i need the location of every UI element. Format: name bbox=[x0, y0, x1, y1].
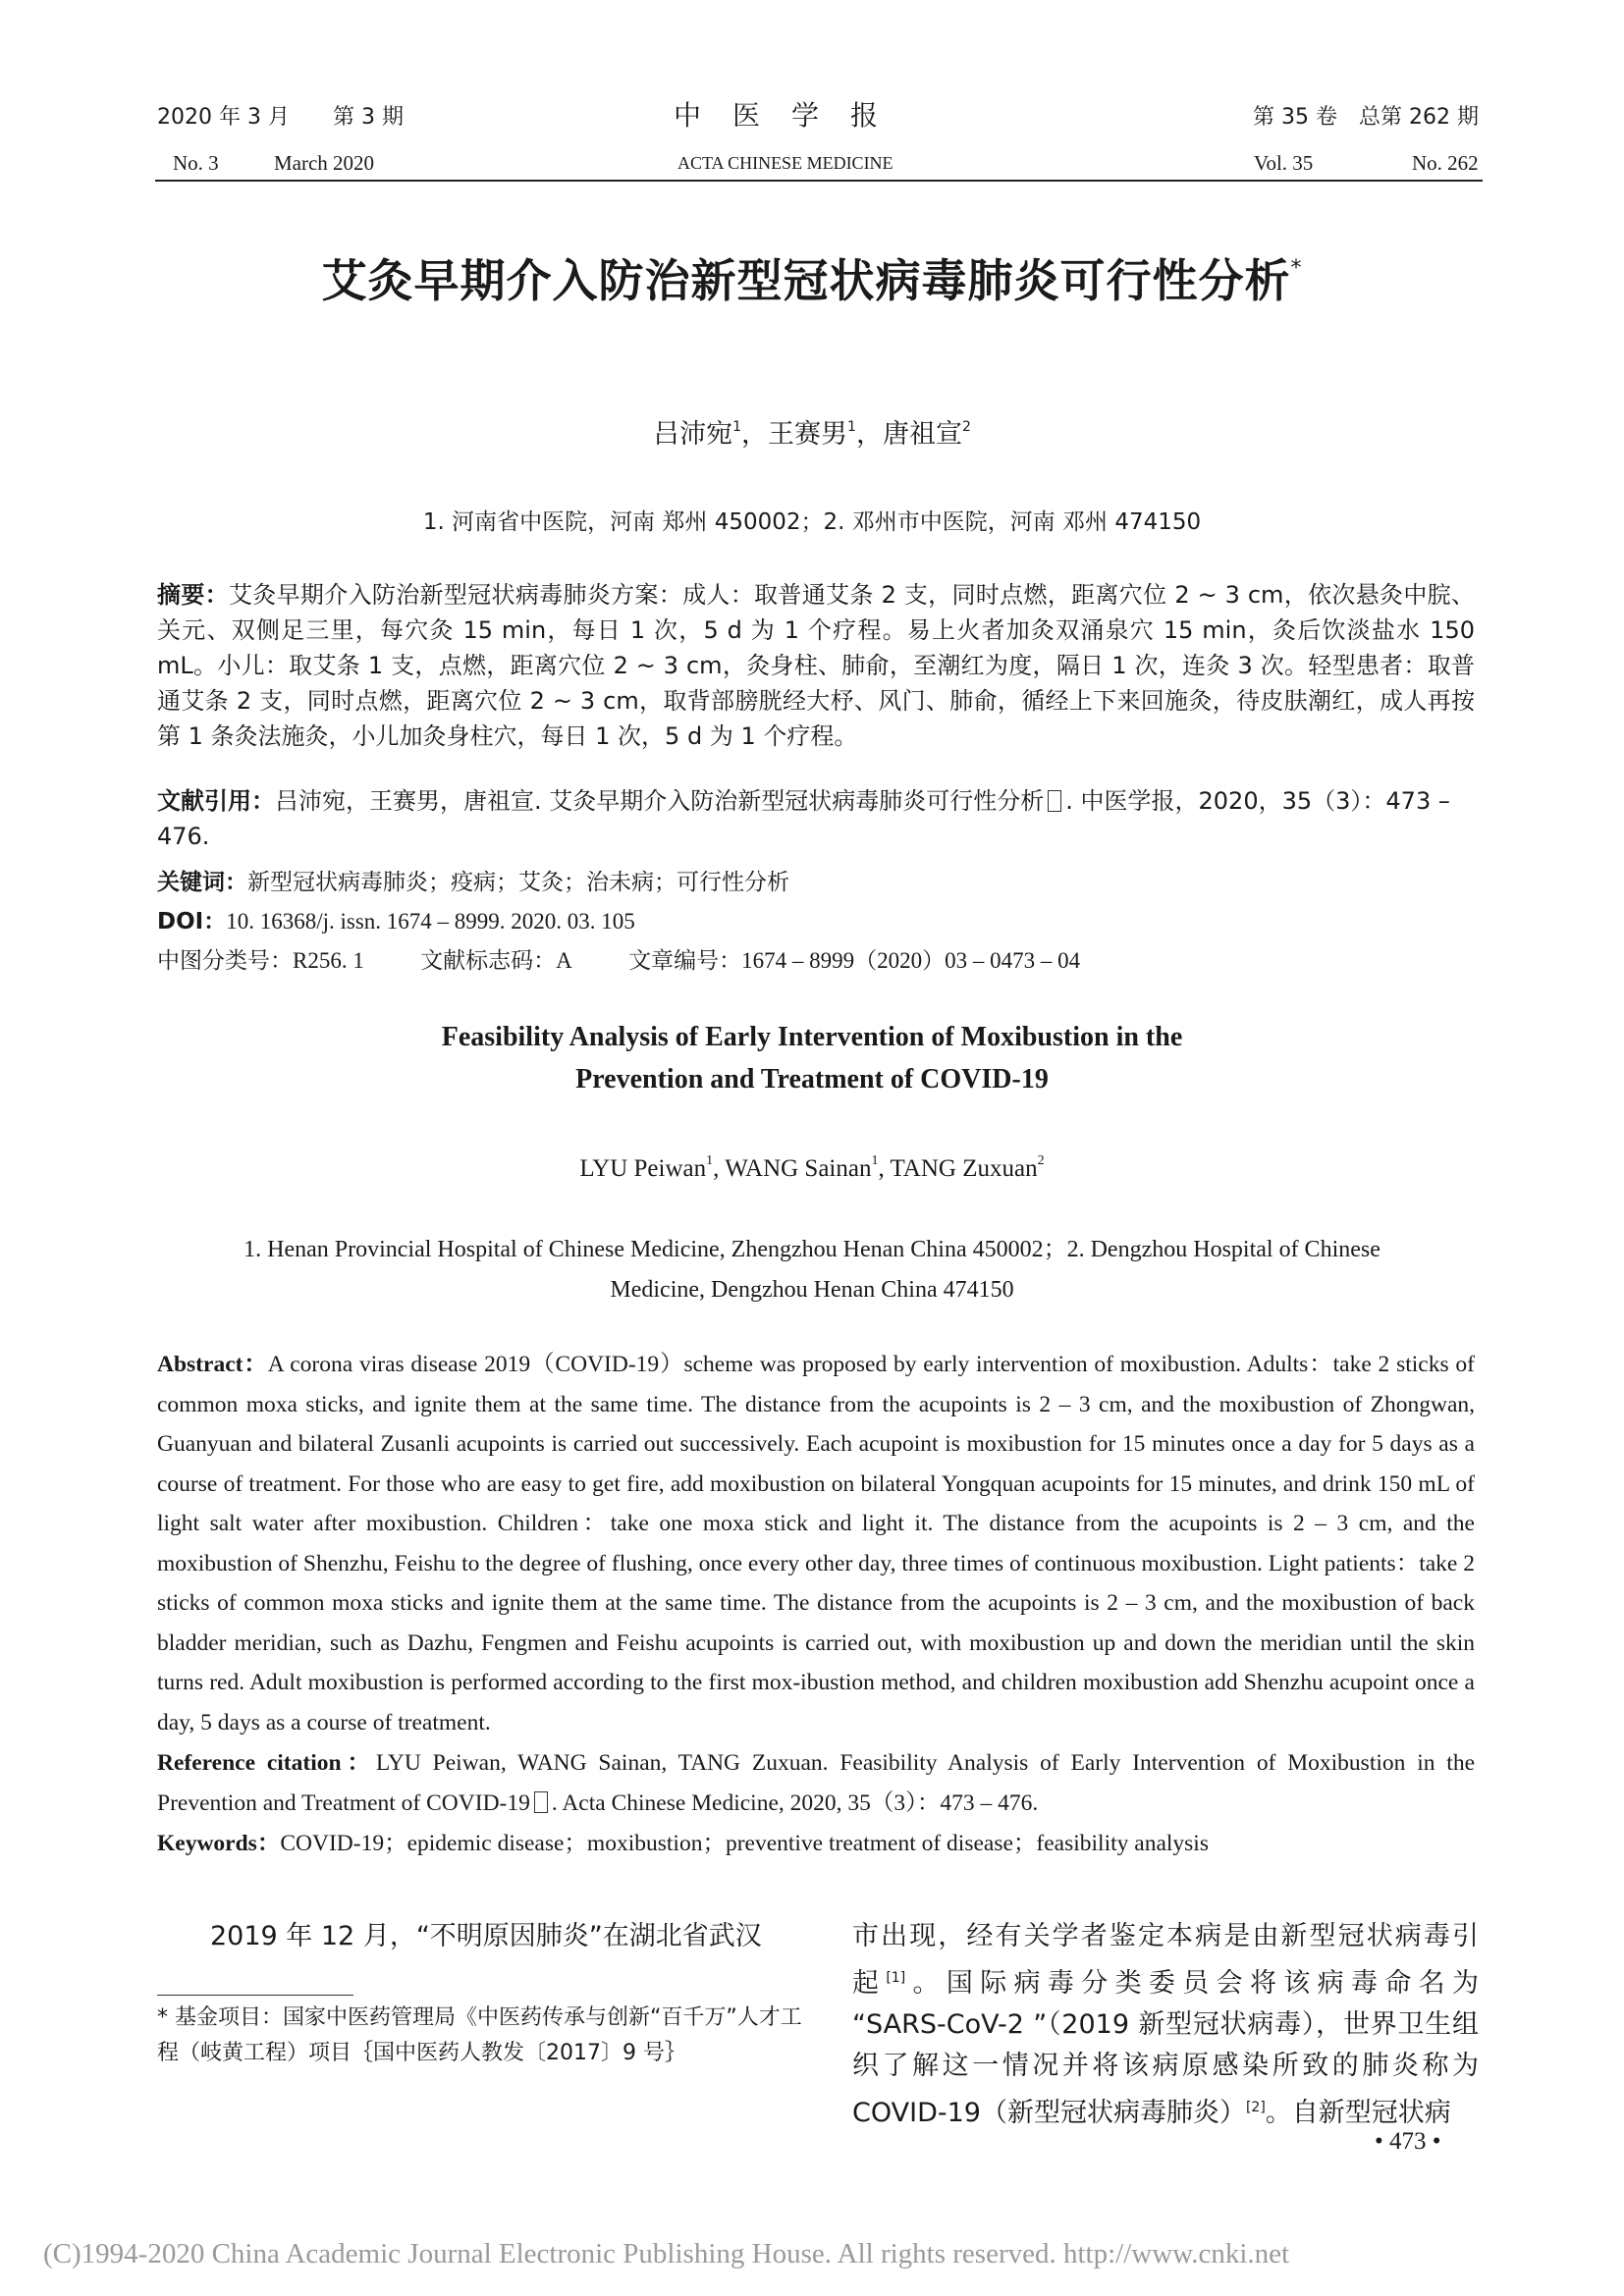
article-no-value: 1674 – 8999（2020）03 – 0473 – 04 bbox=[741, 948, 1081, 973]
article-title bbox=[147, 245, 1477, 310]
article-no-label: 文章编号： bbox=[628, 948, 742, 974]
keywords-en-text: COVID-19；epidemic disease；moxibustion；preventive treatment of disease；feasibility analysis bbox=[280, 1831, 1209, 1856]
journal-name-cn: 中 医 学 报 bbox=[674, 99, 881, 132]
body-line: 织了解这一情况并将该病原感染所致的肺炎称为 bbox=[852, 2051, 1479, 2081]
citation-cn-text-after: . 中医学报，2020，35（3）：473 – bbox=[1065, 787, 1450, 815]
citation-en-text: LYU Peiwan, WANG Sainan, TANG Zuxuan. Feasibility Analysis of Early Intervention of Moxibustion in the Prevention and Treatment of COVID-19 bbox=[157, 1750, 1475, 1816]
citation-cn-text-line2: 476. bbox=[157, 823, 210, 850]
author-name: 吕沛宛 bbox=[653, 419, 733, 450]
keywords-en bbox=[157, 1824, 1475, 1864]
body-line: 。自新型冠状病 bbox=[1265, 2098, 1451, 2128]
header-volume: Vol. 35 bbox=[1254, 151, 1314, 175]
author-name-en: LYU Peiwan bbox=[579, 1155, 707, 1182]
abstract-en-label: Abstract： bbox=[157, 1352, 268, 1377]
bracket-j-glyph bbox=[1048, 790, 1061, 812]
body-text-left: 2019 年 12 月，“不明原因肺炎”在湖北省武汉 bbox=[210, 1921, 762, 1951]
header-issue-date: March 2020 bbox=[274, 151, 375, 175]
author-name-en: WANG Sainan bbox=[725, 1155, 872, 1182]
author-name: 唐祖宣 bbox=[882, 419, 962, 450]
author-affil-mark: 1 bbox=[706, 1153, 714, 1168]
author-name-en: TANG Zuxuan bbox=[890, 1155, 1038, 1182]
bracket-j-glyph bbox=[534, 1791, 548, 1813]
citation-cn bbox=[157, 783, 1475, 854]
page-number: • 473 • bbox=[1375, 2128, 1441, 2155]
abstract-en-text: A corona viras disease 2019（COVID-19）scheme was proposed by early intervention of moxibustion. Adults：take 2 sticks of common moxa sticks, and ignite them at the same time. The distance from the acupoints is 2 – 3 cm, and the moxibustion of Zhongwan, Guanyuan and bilateral Zusanli acupoints is carried out successively. Each acupoint is moxibustion for 15 minutes once a day for 5 days as a course of treatment. For those who are easy to get fire, add moxibustion on bilateral Yongquan acupoints for 15 minutes, and drink 150 mL of light salt water after moxibustion. Children：take one moxa stick and light it. The distance from the acupoints is 2 – 3 cm, and the moxibustion of Shenzhu, Feishu to the degree of flushing, once every other day, three times of continuous moxibustion. Light patients：take 2 sticks of common moxa sticks and ignite them at the same time. The distance from the acupoints is 2 – 3 cm, and the moxibustion of back bladder meridian, such as Dazhu, Fengmen and Feishu acupoints is carried out, with moxibustion up and down the meridian until the skin turns red. Adult moxibustion is performed according to the first mox-ibustion method, and children moxibustion add Shenzhu acupoint once a day, 5 days as a course of treatment. bbox=[157, 1352, 1475, 1735]
article-title-en bbox=[147, 1016, 1477, 1100]
citation-en bbox=[157, 1743, 1475, 1823]
body-line: COVID-19（新型冠状病毒肺炎） bbox=[852, 2098, 1246, 2128]
abstract-en bbox=[157, 1345, 1475, 1742]
keywords-cn bbox=[157, 864, 789, 896]
header-number: No. 262 bbox=[1412, 151, 1479, 175]
keywords-en-label: Keywords： bbox=[157, 1831, 281, 1856]
keywords-cn-label: 关键词： bbox=[157, 870, 247, 895]
affiliations-cn: 1. 河南省中医院，河南 郑州 450002；2. 邓州市中医院，河南 邓州 474150 bbox=[422, 509, 1202, 535]
body-line: 市出现，经有关学者鉴定本病是由新型冠状病毒引 bbox=[852, 1921, 1479, 1951]
header-rule bbox=[155, 180, 1483, 182]
author-affil-mark: 2 bbox=[1037, 1153, 1045, 1168]
journal-name-en: ACTA CHINESE MEDICINE bbox=[677, 153, 893, 173]
doc-code-value: A bbox=[556, 948, 572, 973]
title-footnote-mark: * bbox=[1290, 256, 1303, 281]
keywords-cn-text: 新型冠状病毒肺炎；疫病；艾灸；治未病；可行性分析 bbox=[247, 870, 789, 895]
author-affil-mark: 1 bbox=[732, 419, 742, 435]
reference-mark: [2] bbox=[1245, 2100, 1266, 2115]
citation-cn-text: 吕沛宛，王赛男，唐祖宣. 艾灸早期介入防治新型冠状病毒肺炎可行性分析 bbox=[275, 787, 1045, 815]
abstract-cn-label: 摘要： bbox=[157, 581, 229, 609]
doi-label: DOI： bbox=[157, 909, 227, 934]
body-line: 起 bbox=[852, 1968, 887, 1999]
body-line: 。国际病毒分类委员会将该病毒命名为 bbox=[905, 1968, 1480, 1999]
doc-code-label: 文献标志码： bbox=[420, 948, 557, 974]
classification-line bbox=[157, 942, 1080, 975]
header-issue-cn: 2020 年 3 月 第 3 期 bbox=[157, 105, 404, 130]
article-title-en-line1: Feasibility Analysis of Early Intervention of Moxibustion in the bbox=[441, 1022, 1183, 1052]
copyright-watermark: (C)1994-2020 China Academic Journal Electronic Publishing House. All rights reserved. http://www.cnki.net bbox=[43, 2238, 1290, 2269]
article-title-text: 艾灸早期介入防治新型冠状病毒肺炎可行性分析 bbox=[321, 254, 1291, 307]
author-affil-mark: 2 bbox=[961, 419, 971, 435]
funding-footnote: * 基金项目：国家中医药管理局《中医药传承与创新“百千万”人才工程（岐黄工程）项目｛国中医药人教发〔2017〕9 号｝ bbox=[157, 2005, 802, 2065]
author-affil-mark: 1 bbox=[847, 419, 856, 435]
reference-mark: [1] bbox=[886, 1970, 906, 1986]
clc-value: R256. 1 bbox=[293, 948, 364, 973]
authors-en: LYU Peiwan$^1$, WANG Sainan$^1$, TANG Zuxuan$^2$ bbox=[579, 1153, 1045, 1182]
citation-en-label: Reference citation： bbox=[157, 1750, 376, 1776]
abstract-cn bbox=[157, 577, 1475, 754]
doi-value: 10. 16368/j. issn. 1674 – 8999. 2020. 03. 105 bbox=[226, 909, 635, 934]
affiliations-en: 1. Henan Provincial Hospital of Chinese Medicine, Zhengzhou Henan China 450002；2. Dengzhou Hospital of Chinese Medicine, Dengzhou Henan China 474150 bbox=[244, 1237, 1380, 1303]
author-affil-mark: 1 bbox=[871, 1153, 879, 1168]
body-text-right bbox=[852, 1916, 1479, 2134]
clc-label: 中图分类号： bbox=[157, 948, 293, 974]
body-line: “SARS-CoV-2 ”（2019 新型冠状病毒），世界卫生组 bbox=[852, 2009, 1479, 2040]
abstract-cn-text: 艾灸早期介入防治新型冠状病毒肺炎方案：成人：取普通艾条 2 支，同时点燃，距离穴位 2 ~ 3 cm，依次悬灸中脘、关元、双侧足三里，每穴灸 15 min，每日 1 次，5 d 为 1 个疗程。易上火者加灸双涌泉穴 15 min，灸后饮淡盐水 150 mL。小儿：取艾条 1 支，点燃，距离穴位 2 ~ 3 cm，灸身柱、肺俞，至潮红为度，隔日 1 次，连灸 3 次。轻型患者：取普通艾条 2 支，同时点燃，距离穴位 2 ~ 3 cm，取背部膀胱经大杼、风门、肺俞，循经上下来回施灸，待皮肤潮红，成人再按第 1 条灸法施灸，小儿加灸身柱穴，每日 1 次，5 d 为 1 个疗程。 bbox=[157, 581, 1475, 750]
footnote-rule bbox=[157, 1995, 353, 1996]
citation-cn-label: 文献引用： bbox=[157, 787, 275, 815]
authors-cn: 吕沛宛$^1$，王赛男$^1$，唐祖宣$^2$ bbox=[653, 419, 971, 450]
header-volume-cn: 第 35 卷 总第 262 期 bbox=[1253, 105, 1479, 130]
article-title-en-line2: Prevention and Treatment of COVID-19 bbox=[575, 1064, 1049, 1095]
header-issue-no: No. 3 bbox=[173, 151, 219, 175]
author-name: 王赛男 bbox=[768, 419, 848, 450]
citation-en-text-after: . Acta Chinese Medicine, 2020, 35（3）：473 – 476. bbox=[551, 1789, 1039, 1816]
doi bbox=[157, 903, 635, 935]
